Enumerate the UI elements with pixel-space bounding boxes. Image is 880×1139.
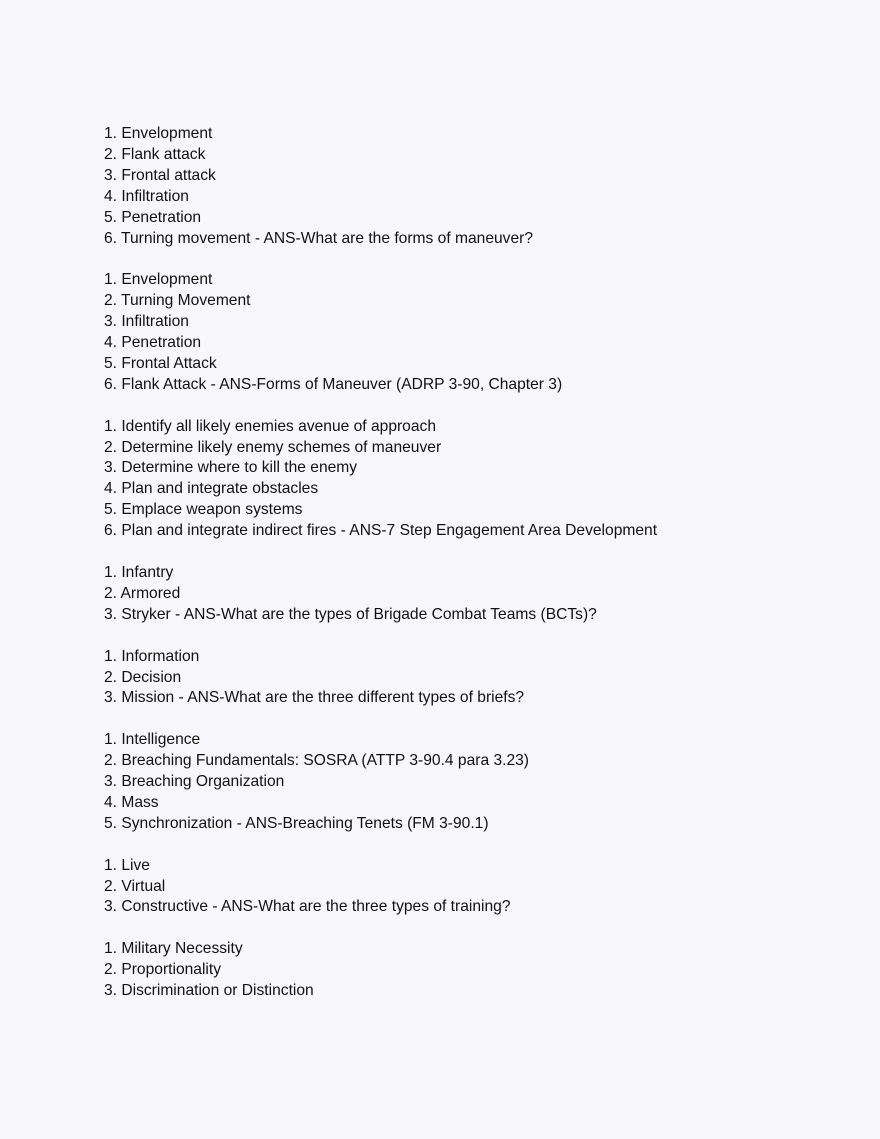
text-line: 5. Synchronization - ANS-Breaching Tenets (FM 3-90.1) — [104, 814, 489, 832]
text-line: 1. Infantry — [104, 563, 174, 581]
text-line: 2. Breaching Fundamentals: SOSRA (ATTP 3-90.4 para 3.23) — [104, 752, 530, 770]
text-line: 1. Information — [104, 647, 200, 665]
qa-block-law-of-war-principles — [104, 939, 844, 1002]
text-line: 3. Breaching Organization — [104, 773, 285, 791]
text-line: 2. Armored — [104, 584, 181, 602]
text-line: 3. Determine where to kill the enemy — [104, 459, 358, 477]
text-line: 3. Infiltration — [104, 313, 189, 331]
text-line: 3. Stryker - ANS-What are the types of Brigade Combat Teams (BCTs)? — [104, 605, 597, 623]
text-line: 1. Envelopment — [104, 271, 213, 289]
text-line: 4. Mass — [104, 793, 159, 811]
text-line: 2. Decision — [104, 668, 182, 686]
text-line: 2. Flank attack — [104, 145, 206, 163]
qa-block-forms-of-maneuver-adrp — [104, 270, 844, 395]
qa-block-breaching-tenets — [104, 730, 844, 835]
text-line: 5. Emplace weapon systems — [104, 501, 303, 519]
text-line: 5. Penetration — [104, 208, 202, 226]
qa-block-training-types — [104, 856, 844, 919]
text-line: 4. Plan and integrate obstacles — [104, 480, 319, 498]
text-line: 1. Intelligence — [104, 731, 201, 749]
qa-block-engagement-area — [104, 417, 844, 542]
qa-block-brief-types — [104, 647, 844, 710]
text-line: 3. Frontal attack — [104, 166, 216, 184]
text-line: 1. Live — [104, 856, 150, 874]
text-line: 6. Plan and integrate indirect fires - ANS-7 Step Engagement Area Development — [104, 522, 658, 540]
text-line: 1. Identify all likely enemies avenue of approach — [104, 417, 436, 435]
text-line: 2. Turning Movement — [104, 292, 251, 310]
qa-block-bct-types — [104, 563, 844, 626]
text-line: 6. Flank Attack - ANS-Forms of Maneuver (ADRP 3-90, Chapter 3) — [104, 375, 563, 393]
document-page — [104, 124, 844, 1023]
text-line: 2. Determine likely enemy schemes of maneuver — [104, 438, 442, 456]
text-line: 3. Constructive - ANS-What are the three types of training? — [104, 898, 511, 916]
qa-block-forms-of-maneuver — [104, 124, 844, 249]
text-line: 6. Turning movement - ANS-What are the forms of maneuver? — [104, 229, 534, 247]
text-line: 2. Virtual — [104, 877, 166, 895]
text-line: 4. Infiltration — [104, 187, 189, 205]
text-line: 3. Discrimination or Distinction — [104, 982, 314, 1000]
text-line: 5. Frontal Attack — [104, 354, 217, 372]
text-line: 1. Military Necessity — [104, 940, 243, 958]
text-line: 2. Proportionality — [104, 961, 222, 979]
text-line: 1. Envelopment — [104, 125, 213, 142]
text-line: 3. Mission - ANS-What are the three different types of briefs? — [104, 689, 525, 707]
text-line: 4. Penetration — [104, 334, 202, 352]
